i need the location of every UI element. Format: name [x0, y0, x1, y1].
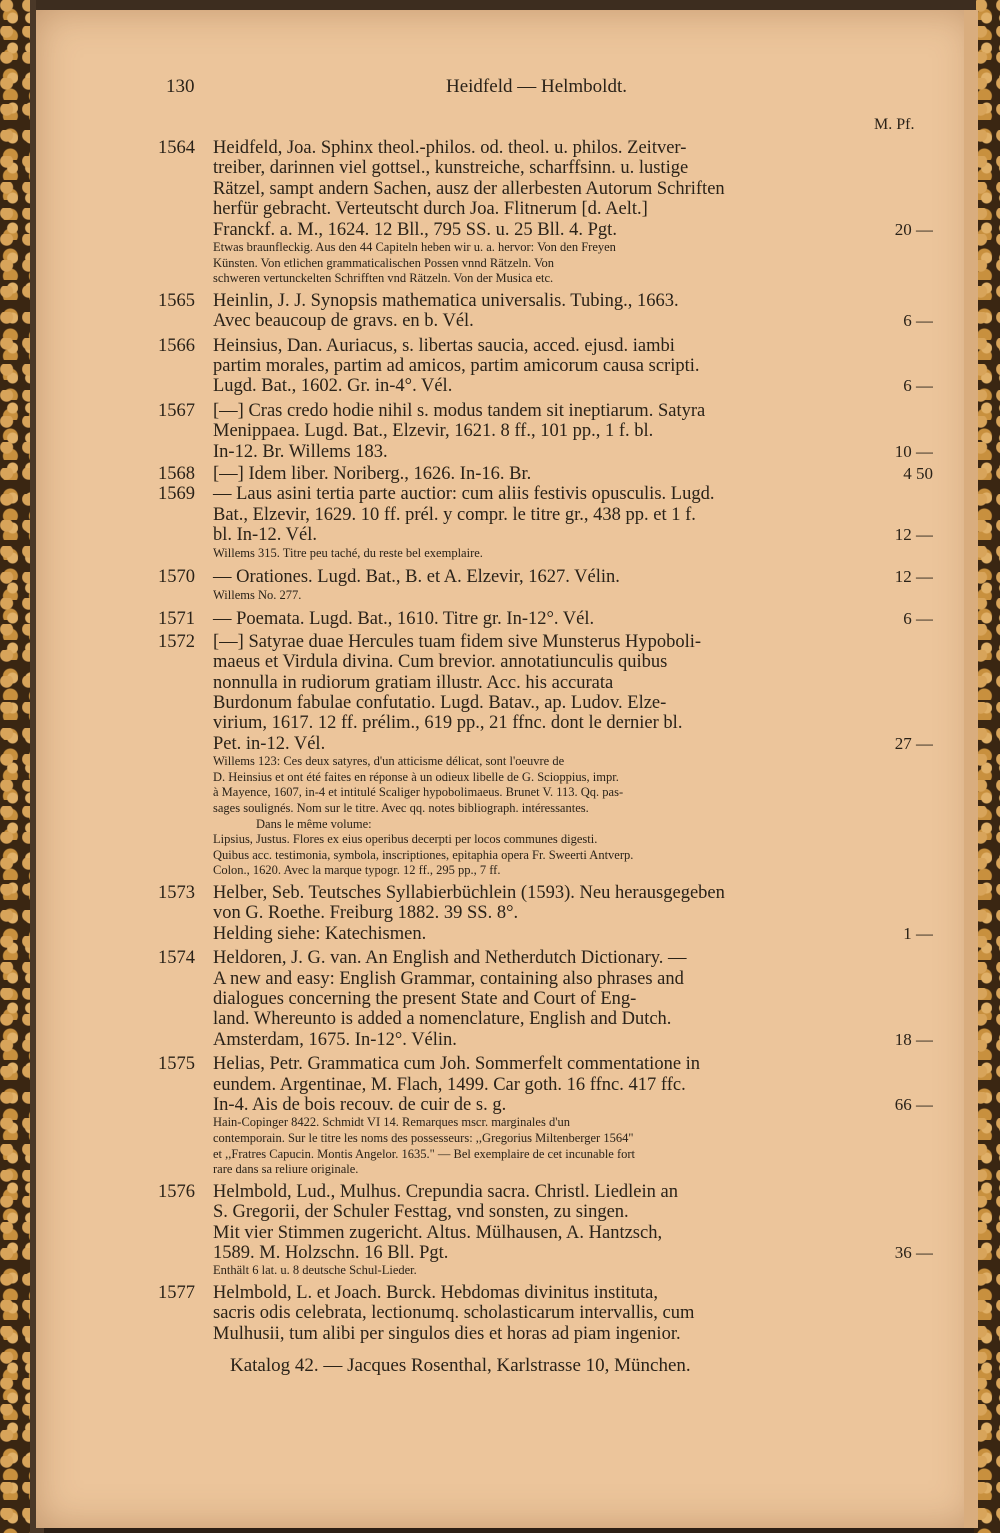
entry-note: rare dans sa reliure originale. — [213, 1162, 359, 1177]
entry-line: Rätzel, sampt andern Sachen, ausz der allerbesten Autorum Schriften — [213, 178, 725, 199]
entry-price: 66 — — [894, 1094, 933, 1114]
entry-price: 6 — — [903, 376, 933, 396]
entry-note: sages soulignés. Nom sur le titre. Avec qq. notes bibliograph. intéressantes. — [213, 800, 589, 815]
entry-line: sacris odis celebrata, lectionumq. scholasticarum intervallis, cum — [213, 1303, 695, 1324]
entry-price: 1 — — [903, 923, 933, 943]
entry-line: In-12. Br. Willems 183. — [213, 441, 388, 462]
entry-line: von G. Roethe. Freiburg 1882. 39 SS. 8°. — [213, 903, 519, 924]
entry-note: Etwas braunfleckig. Aus den 44 Capiteln heben wir u. a. hervor: Von den Freyen — [213, 240, 616, 255]
entry-line: treiber, darinnen viel gottsel., kunstreiche, scharffsinn. u. lustige — [213, 158, 689, 179]
entry-note: Hain-Copinger 8422. Schmidt VI 14. Remarques mscr. marginales d'un — [213, 1115, 570, 1130]
entry-number: 1573 — [158, 882, 195, 903]
catalog-entry — [158, 883, 933, 944]
entry-line: Heldoren, J. G. van. An English and Netherdutch Dictionary. — — [213, 948, 687, 969]
price-column-heading: M. Pf. — [874, 116, 915, 133]
entry-line: Mit vier Stimmen zugericht. Altus. Mülhausen, A. Hantzsch, — [213, 1222, 663, 1243]
entry-price: 18 — — [894, 1029, 933, 1049]
entry-line: — Orationes. Lugd. Bat., B. et A. Elzevir, 1627. Vélin. — [213, 567, 620, 588]
catalog-entry — [158, 1054, 933, 1178]
entry-number: 1568 — [158, 464, 195, 485]
catalog-footer: Katalog 42. — Jacques Rosenthal, Karlstrasse 10, München. — [230, 1355, 691, 1376]
entry-note: Willems 315. Titre peu taché, du reste bel exemplaire. — [213, 545, 483, 560]
entry-line: Helber, Seb. Teutsches Syllabierbüchlein (1593). Neu herausgegeben — [213, 882, 725, 903]
entry-line: Heidfeld, Joa. Sphinx theol.-philos. od. theol. u. philos. Zeitver- — [213, 138, 687, 158]
entry-line: Mulhusii, tum alibi per singulos dies et horas ad piam ingenior. — [213, 1323, 681, 1344]
entry-line: eundem. Argentinae, M. Flach, 1499. Car goth. 16 ffnc. 417 ffc. — [213, 1074, 686, 1095]
entry-number: 1567 — [158, 400, 195, 421]
catalog-entry — [158, 609, 933, 629]
entry-price: 36 — — [894, 1242, 933, 1262]
catalog-entry — [158, 1182, 933, 1279]
entry-number: 1564 — [158, 138, 195, 158]
entry-line: virium, 1617. 12 ff. prélim., 619 pp., 21 ffnc. dont le dernier bl. — [213, 713, 683, 734]
entry-line: land. Whereunto is added a nomenclature, English and Dutch. — [213, 1009, 672, 1030]
entry-line: Helmbold, Lud., Mulhus. Crepundia sacra. Christl. Liedlein an — [213, 1181, 678, 1202]
entry-line: Helmbold, L. et Joach. Burck. Hebdomas divinitus instituta, — [213, 1282, 658, 1303]
entry-price: 10 — — [894, 441, 933, 461]
entry-number: 1565 — [158, 290, 195, 311]
entry-number: 1572 — [158, 631, 195, 652]
entry-note: Willems No. 277. — [213, 587, 302, 602]
entry-price: 12 — — [894, 567, 933, 587]
catalog-entry — [158, 1283, 933, 1344]
entry-line: S. Gregorii, der Schuler Festtag, vnd sonsten, zu singen. — [213, 1202, 629, 1223]
catalog-entry — [158, 632, 933, 879]
entry-note-appendix: Dans le même volume: — [256, 816, 372, 831]
entry-number: 1577 — [158, 1282, 195, 1303]
entry-price: 6 — — [903, 311, 933, 331]
entry-line: — Laus asini tertia parte auctior: cum aliis festivis opusculis. Lugd. — [213, 484, 715, 505]
entry-line: maeus et Virdula divina. Cum brevior. annotatiunculis quibus — [213, 652, 668, 673]
entry-line: In-4. Ais de bois recouv. de cuir de s. g. — [213, 1094, 507, 1115]
catalog-entry — [158, 336, 933, 397]
entry-note-appendix: Colon., 1620. Avec la marque typogr. 12 ff., 295 pp., 7 ff. — [213, 863, 501, 878]
page-header — [166, 76, 966, 106]
entry-line: Burdonum fabulae confutatio. Lugd. Batav., ap. Ludov. Elze- — [213, 692, 667, 713]
catalog-entries — [158, 138, 933, 1344]
entry-note-appendix: Quibus acc. testimonia, symbola, inscriptiones, epitaphia opera Fr. Sweerti Antverp. — [213, 847, 634, 862]
entry-note: schweren vertunckelten Schrifften vnd Rätzeln. Von der Musica etc. — [213, 271, 554, 286]
entry-number: 1570 — [158, 567, 195, 588]
entry-line: Lugd. Bat., 1602. Gr. in-4°. Vél. — [213, 376, 453, 397]
entry-note: et ,,Fratres Capucin. Montis Angelor. 1635." — Bel exemplaire de cet incunable fort — [213, 1146, 636, 1161]
page-number: 130 — [166, 76, 195, 97]
entry-note-appendix: Lipsius, Justus. Flores ex eius operibus decerpti per locos communes digesti. — [213, 832, 598, 847]
entry-line: [—] Cras credo hodie nihil s. modus tandem sit ineptiarum. Satyra — [213, 400, 706, 421]
entry-note: Willems 123: Ces deux satyres, d'un atticisme délicat, sont l'oeuvre de — [213, 754, 565, 769]
entry-line: dialogues concerning the present State and Court of Eng- — [213, 988, 637, 1009]
entry-number: 1576 — [158, 1181, 195, 1202]
entry-line: Heinsius, Dan. Auriacus, s. libertas saucia, acced. ejusd. iambi — [213, 335, 675, 356]
entry-line: herfür gebracht. Verteutscht durch Joa. Flitnerum [d. Aelt.] — [213, 199, 648, 220]
catalog-entry — [158, 948, 933, 1050]
entry-price: 6 — — [903, 609, 933, 629]
entry-note: D. Heinsius et ont été faites en réponse à un odieux libelle de G. Scioppius, impr. — [213, 769, 619, 784]
entry-price: 20 — — [894, 219, 933, 239]
entry-line: — Poemata. Lugd. Bat., 1610. Titre gr. In-12°. Vél. — [213, 609, 595, 630]
entry-number: 1569 — [158, 484, 195, 505]
running-title: Heidfeld — Helmboldt. — [446, 76, 627, 97]
catalog-entry — [158, 138, 933, 287]
entry-line: Bat., Elzevir, 1629. 10 ff. prél. y compr. le titre gr., 438 pp. et 1 f. — [213, 504, 696, 525]
catalog-entry — [158, 484, 933, 561]
entry-number: 1575 — [158, 1054, 195, 1075]
entry-price: 12 — — [894, 525, 933, 545]
entry-line: Amsterdam, 1675. In-12°. Vélin. — [213, 1029, 457, 1050]
catalog-entry — [158, 401, 933, 462]
entry-line: Menippaea. Lugd. Bat., Elzevir, 1621. 8 ff., 101 pp., 1 f. bl. — [213, 421, 654, 442]
entry-line: Avec beaucoup de gravs. en b. Vél. — [213, 311, 474, 332]
entry-number: 1574 — [158, 948, 195, 969]
entry-line: partim morales, partim ad amicos, partim amicorum causa scripti. — [213, 356, 700, 377]
entry-line: A new and easy: English Grammar, containing also phrases and — [213, 968, 684, 989]
entry-line: Pet. in-12. Vél. — [213, 733, 326, 754]
entry-note: contemporain. Sur le titre les noms des possesseurs: ,,Gregorius Miltenberger 1564" — [213, 1130, 634, 1145]
page-edge — [964, 10, 978, 1528]
entry-line: 1589. M. Holzschn. 16 Bll. Pgt. — [213, 1242, 449, 1263]
entry-price: 27 — — [894, 733, 933, 753]
entry-number: 1571 — [158, 609, 195, 630]
entry-line: Helias, Petr. Grammatica cum Joh. Sommerfelt commentatione in — [213, 1054, 701, 1075]
catalog-entry — [158, 291, 933, 332]
entry-note: Enthält 6 lat. u. 8 deutsche Schul-Lieder. — [213, 1263, 417, 1278]
catalog-entry — [158, 464, 933, 484]
entry-line: bl. In-12. Vél. — [213, 525, 317, 546]
entry-line: [—] Satyrae duae Hercules tuam fidem sive Munsterus Hypoboli- — [213, 631, 702, 652]
entry-line: Helding siehe: Katechismen. — [213, 923, 427, 944]
entry-line: [—] Idem liber. Noriberg., 1626. In-16. Br. — [213, 464, 532, 485]
entry-line: Heinlin, J. J. Synopsis mathematica universalis. Tubing., 1663. — [213, 290, 679, 311]
catalog-entry — [158, 567, 933, 603]
entry-line: nonnulla in rudiorum gratiam illustr. Acc. his accurata — [213, 672, 614, 693]
entry-price: 4 50 — [903, 464, 933, 484]
entry-line: Franckf. a. M., 1624. 12 Bll., 795 SS. u. 25 Bll. 4. Pgt. — [213, 219, 617, 240]
entry-number: 1566 — [158, 335, 195, 356]
entry-note: à Mayence, 1607, in-4 et intitulé Scaliger hypobolimaeus. Brunet V. 113. Qq. pas- — [213, 785, 624, 800]
entry-note: Künsten. Von etlichen grammaticalischen Possen vnnd Rätzeln. Von — [213, 255, 555, 270]
